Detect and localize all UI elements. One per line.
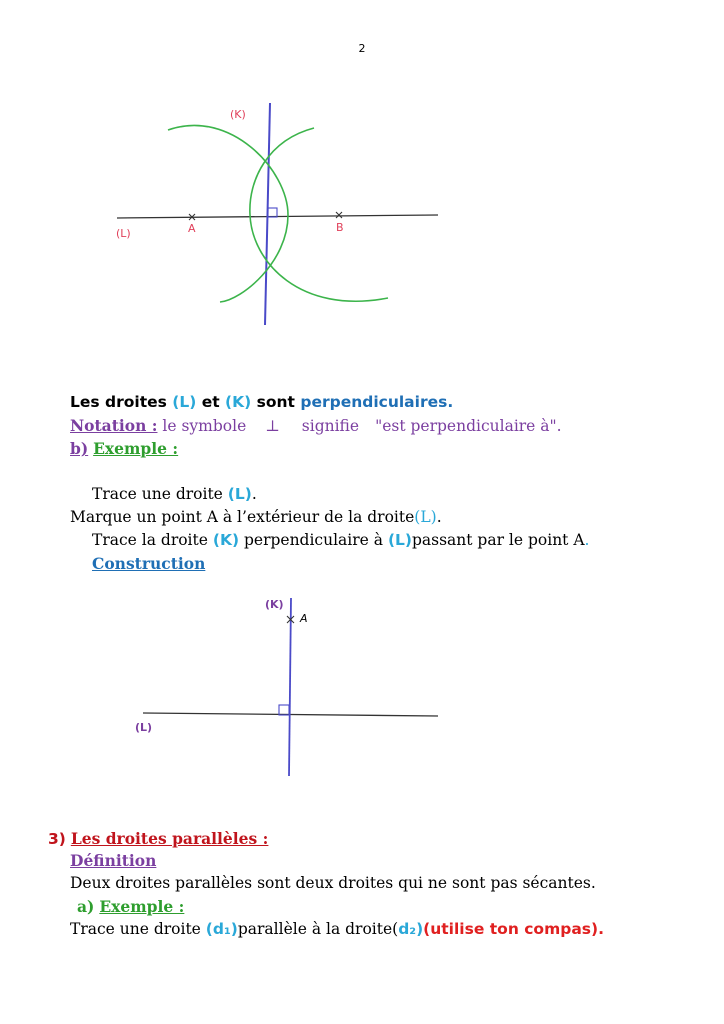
example-a-label: Exemple :: [99, 897, 185, 916]
fig1-label-L: (L): [116, 227, 131, 240]
notation-text1: le symbole: [157, 417, 252, 435]
instruction-3-text2: perpendiculaire à: [239, 531, 388, 549]
fig1-label-A: A: [188, 222, 196, 235]
statement-perpendiculaires: perpendiculaires.: [300, 393, 454, 411]
instruction-3-end: .: [584, 531, 590, 549]
fig2-label-A: A: [300, 612, 308, 625]
example-b-letter: b): [70, 439, 89, 458]
instruction-3-L: (L): [387, 531, 412, 549]
line-K-fig2: [289, 598, 291, 776]
fig2-label-L: (L): [135, 721, 153, 734]
notation-text2: signifie: [301, 417, 360, 435]
statement-part3: sont: [251, 393, 301, 411]
notation-label: Notation :: [70, 416, 158, 435]
statement-part2: et: [196, 393, 226, 411]
example-a-heading: [77, 897, 184, 916]
parallel-instruction-text1: Trace une droite: [70, 920, 206, 938]
example-a-letter: a): [77, 897, 95, 916]
instruction-3-text3: passant par le point A: [411, 531, 585, 549]
instruction-2-text: Marque un point A à l’extérieur de la droite: [70, 508, 415, 526]
definition-text: Deux droites parallèles sont deux droites qui ne sont pas sécantes.: [70, 874, 596, 892]
statement-K: (K): [225, 393, 252, 411]
instruction-1-end: .: [251, 485, 257, 503]
instruction-1-text: Trace une droite: [92, 485, 228, 503]
section-3-heading: [48, 829, 268, 848]
section-3-number: 3): [48, 830, 66, 848]
instruction-2-L: (L): [414, 508, 437, 526]
right-angle-marker-fig2: [279, 705, 289, 715]
instruction-3-text1: Trace la droite: [92, 531, 213, 549]
notation-text3: "est perpendiculaire à".: [375, 417, 562, 435]
fig1-label-K: (K): [230, 108, 246, 121]
parallel-instruction-text2: parallèle à la droite(: [237, 920, 399, 938]
section-3-title: Les droites parallèles :: [70, 829, 269, 848]
statement-part1: Les droites: [70, 393, 173, 411]
instruction-1-L: (L): [227, 485, 252, 503]
fig1-label-B: B: [336, 221, 344, 234]
parallel-instruction-compass: (utilise ton compas).: [423, 920, 604, 938]
statement-L: (L): [172, 393, 197, 411]
instruction-3-K: (K): [212, 531, 240, 549]
fig2-label-K: (K): [265, 598, 284, 611]
perpendicular-symbol: ⊥: [265, 417, 280, 435]
parallel-instruction-d2: d₂): [398, 920, 424, 938]
instruction-2-end: .: [436, 508, 442, 526]
example-b-label: Exemple :: [93, 439, 179, 458]
construction-heading: Construction: [92, 554, 206, 573]
parallel-instruction: [70, 920, 604, 938]
page-number: 2: [358, 42, 366, 55]
definition-label: Définition: [70, 851, 157, 870]
parallel-instruction-d1: (d₁): [205, 920, 238, 938]
